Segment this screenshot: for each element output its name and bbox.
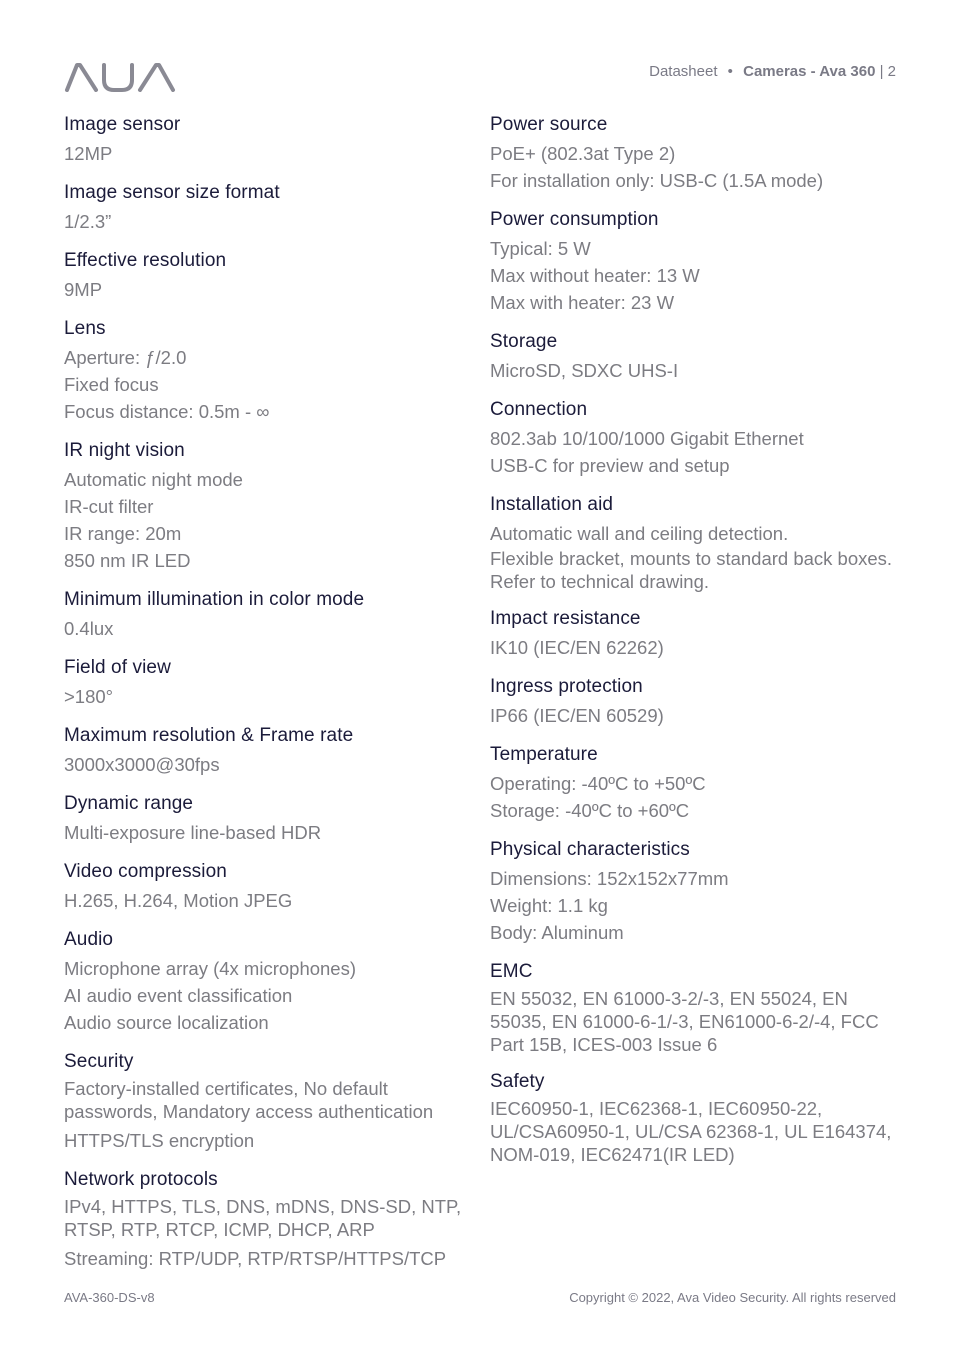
- spec-value: Streaming: RTP/UDP, RTP/RTSP/HTTPS/TCP: [64, 1248, 447, 1269]
- spec-heading: Lens: [64, 318, 106, 339]
- spec-value: IK10 (IEC/EN 62262): [490, 637, 664, 658]
- spec-value: Body: Aluminum: [490, 922, 624, 943]
- copyright: Copyright © 2022, Ava Video Security. All rights reserved: [569, 1290, 896, 1305]
- spec-value: IR-cut filter: [64, 496, 154, 517]
- spec-heading: Image sensor: [64, 114, 181, 135]
- spec-value: Flexible bracket, mounts to standard back boxes. Refer to technical drawing.: [490, 548, 893, 592]
- spec-section: [64, 1168, 474, 1272]
- spec-section: [64, 792, 474, 846]
- spec-section: [64, 317, 474, 425]
- spec-heading: Maximum resolution & Frame rate: [64, 725, 354, 746]
- separator-dot: •: [727, 63, 733, 80]
- spec-heading: Connection: [490, 399, 588, 420]
- spec-heading: Storage: [490, 331, 558, 352]
- spec-value: H.265, H.264, Motion JPEG: [64, 890, 293, 911]
- product-name: Cameras - Ava 360: [743, 63, 876, 80]
- header-meta: [649, 63, 896, 80]
- spec-value: Max without heater: 13 W: [490, 265, 700, 286]
- spec-value: Multi-exposure line-based HDR: [64, 822, 322, 843]
- spec-section: [64, 1050, 474, 1154]
- spec-value: Weight: 1.1 kg: [490, 895, 608, 916]
- spec-value: USB-C for preview and setup: [490, 455, 730, 476]
- spec-section: [490, 838, 900, 946]
- spec-value: PoE+ (802.3at Type 2): [490, 143, 676, 164]
- spec-value: IEC60950-1, IEC62368-1, IEC60950-22, UL/CSA60950-1, UL/CSA 62368-1, UL E164374, NOM-019, IEC62471(IR LED): [490, 1098, 892, 1165]
- spec-section: [64, 249, 474, 303]
- spec-value: AI audio event classification: [64, 985, 293, 1006]
- spec-heading: Minimum illumination in color mode: [64, 589, 365, 610]
- spec-section: [490, 675, 900, 729]
- spec-section: [490, 208, 900, 316]
- spec-value: 9MP: [64, 279, 103, 300]
- spec-section: [64, 928, 474, 1036]
- spec-section: [490, 113, 900, 194]
- spec-value: Automatic wall and ceiling detection.: [490, 523, 789, 544]
- spec-heading: Physical characteristics: [490, 839, 690, 860]
- page-number: | 2: [879, 63, 896, 80]
- spec-section: [490, 493, 900, 593]
- spec-section: [64, 181, 474, 235]
- spec-value: EN 55032, EN 61000-3-2/-3, EN 55024, EN 55035, EN 61000-6-1/-3, EN61000-6-2/-4, FCC Part 15B, ICES-003 Issue 6: [490, 988, 879, 1055]
- spec-value: Max with heater: 23 W: [490, 292, 675, 313]
- spec-heading: IR night vision: [64, 440, 185, 461]
- spec-heading: Audio: [64, 929, 114, 950]
- spec-section: [490, 398, 900, 479]
- spec-value: IR range: 20m: [64, 523, 182, 544]
- spec-section: [490, 1070, 900, 1166]
- spec-value: 12MP: [64, 143, 113, 164]
- spec-section: [490, 607, 900, 661]
- spec-value: Microphone array (4x microphones): [64, 958, 357, 979]
- spec-value: 1/2.3”: [64, 211, 112, 232]
- spec-heading: Video compression: [64, 861, 227, 882]
- spec-value: For installation only: USB-C (1.5A mode): [490, 170, 824, 191]
- spec-section: [64, 860, 474, 914]
- spec-value: >180°: [64, 686, 114, 707]
- spec-value: Audio source localization: [64, 1012, 269, 1033]
- spec-heading: Field of view: [64, 657, 171, 678]
- spec-heading: Effective resolution: [64, 250, 227, 271]
- spec-value: 0.4lux: [64, 618, 114, 639]
- spec-section: [490, 743, 900, 824]
- spec-heading: Security: [64, 1051, 134, 1072]
- left-spec-column: [64, 113, 474, 1272]
- spec-value: IP66 (IEC/EN 60529): [490, 705, 664, 726]
- spec-heading: Impact resistance: [490, 608, 641, 629]
- spec-value: 802.3ab 10/100/1000 Gigabit Ethernet: [490, 428, 804, 449]
- spec-heading: Safety: [490, 1071, 545, 1092]
- spec-heading: Ingress protection: [490, 676, 643, 697]
- spec-value: 850 nm IR LED: [64, 550, 191, 571]
- spec-heading: Power consumption: [490, 209, 659, 230]
- spec-heading: Dynamic range: [64, 793, 194, 814]
- spec-section: [490, 960, 900, 1056]
- ava-logo: [64, 62, 176, 92]
- spec-section: [64, 113, 474, 167]
- right-spec-column: [490, 113, 900, 1170]
- spec-value: Typical: 5 W: [490, 238, 591, 259]
- spec-heading: Temperature: [490, 744, 598, 765]
- spec-value: Aperture: ƒ/2.0: [64, 347, 187, 368]
- spec-value: HTTPS/TLS encryption: [64, 1130, 255, 1151]
- spec-value: Dimensions: 152x152x77mm: [490, 868, 729, 889]
- spec-value: Focus distance: 0.5m - ∞: [64, 401, 270, 422]
- spec-heading: Network protocols: [64, 1169, 218, 1190]
- spec-section: [64, 588, 474, 642]
- spec-heading: Power source: [490, 114, 608, 135]
- spec-value: Storage: -40ºC to +60ºC: [490, 800, 690, 821]
- spec-section: [64, 439, 474, 574]
- spec-section: [490, 330, 900, 384]
- spec-value: Automatic night mode: [64, 469, 243, 490]
- spec-section: [64, 724, 474, 778]
- spec-value: Operating: -40ºC to +50ºC: [490, 773, 706, 794]
- doc-id: AVA-360-DS-v8: [64, 1290, 155, 1305]
- spec-heading: Installation aid: [490, 494, 614, 515]
- spec-value: MicroSD, SDXC UHS-I: [490, 360, 679, 381]
- spec-value: Fixed focus: [64, 374, 159, 395]
- spec-value: 3000x3000@30fps: [64, 754, 220, 775]
- doc-type: Datasheet: [649, 63, 718, 80]
- spec-value: Factory-installed certificates, No default passwords, Mandatory access authentication: [64, 1078, 434, 1122]
- spec-heading: EMC: [490, 961, 533, 982]
- spec-heading: Image sensor size format: [64, 182, 280, 203]
- spec-section: [64, 656, 474, 710]
- spec-value: IPv4, HTTPS, TLS, DNS, mDNS, DNS-SD, NTP, RTSP, RTP, RTCP, ICMP, DHCP, ARP: [64, 1196, 462, 1240]
